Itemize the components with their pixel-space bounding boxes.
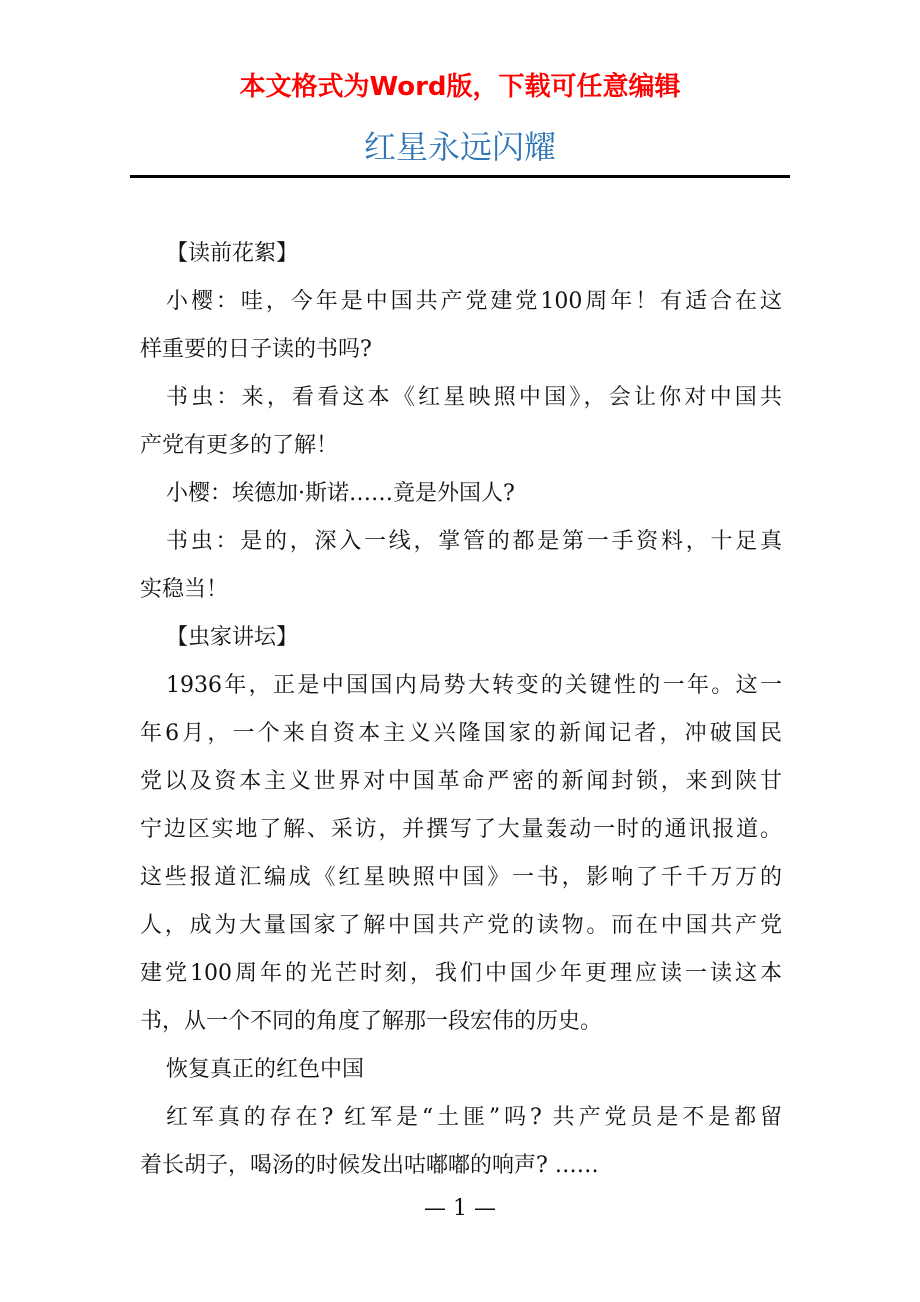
paragraph-line: 【读前花絮】 <box>166 241 299 266</box>
paragraph-line: 这些报道汇编成《红星映照中国》一书，影响了千千万万的 <box>140 865 782 890</box>
paragraph-line: 建党100周年的光芒时刻，我们中国少年更理应读一读这本 <box>140 961 782 986</box>
paragraph-line: 书虫：来，看看这本《红星映照中国》，会让你对中国共 <box>166 385 782 410</box>
paragraph-line: 恢复真正的红色中国 <box>166 1057 365 1082</box>
paragraph-line: 实稳当！ <box>140 577 229 602</box>
document-body <box>140 230 782 1190</box>
paragraph-line: 着长胡子，喝汤的时候发出咕嘟嘟的响声? …… <box>140 1153 599 1178</box>
paragraph-line: 小樱：埃德加·斯诺……竟是外国人? <box>166 481 515 506</box>
paragraph-line: 人，成为大量国家了解中国共产党的读物。而在中国共产党 <box>140 913 782 938</box>
paragraph-line: 1936年，正是中国国内局势大转变的关键性的一年。这一 <box>166 673 782 698</box>
editable-notice-banner: 本文格式为Word版，下载可任意编辑 <box>239 72 681 102</box>
paragraph-line: 书，从一个不同的角度了解那一段宏伟的历史。 <box>140 1009 603 1034</box>
paragraph-line: 宁边区实地了解、采访，并撰写了大量轰动一时的通讯报道。 <box>140 817 782 842</box>
paragraph-line: 【虫家讲坛】 <box>166 625 299 650</box>
paragraph-line: 书虫：是的，深入一线，掌管的都是第一手资料，十足真 <box>166 529 782 554</box>
paragraph-line: 小樱：哇，今年是中国共产党建党100周年！有适合在这 <box>166 289 782 314</box>
paragraph-line: 样重要的日子读的书吗? <box>140 337 372 362</box>
header-divider <box>130 175 790 178</box>
paragraph-line: 年6月，一个来自资本主义兴隆国家的新闻记者，冲破国民 <box>140 721 782 746</box>
paragraph-line: 产党有更多的了解！ <box>140 433 339 458</box>
paragraph-line: 党以及资本主义世界对中国革命严密的新闻封锁，来到陕甘 <box>140 769 782 794</box>
document-title: 红星永远闪耀 <box>363 128 556 166</box>
paragraph-line: 红军真的存在? 红军是“土匪”吗? 共产党员是不是都留 <box>166 1105 782 1130</box>
page-number: — 1 — <box>424 1196 496 1221</box>
